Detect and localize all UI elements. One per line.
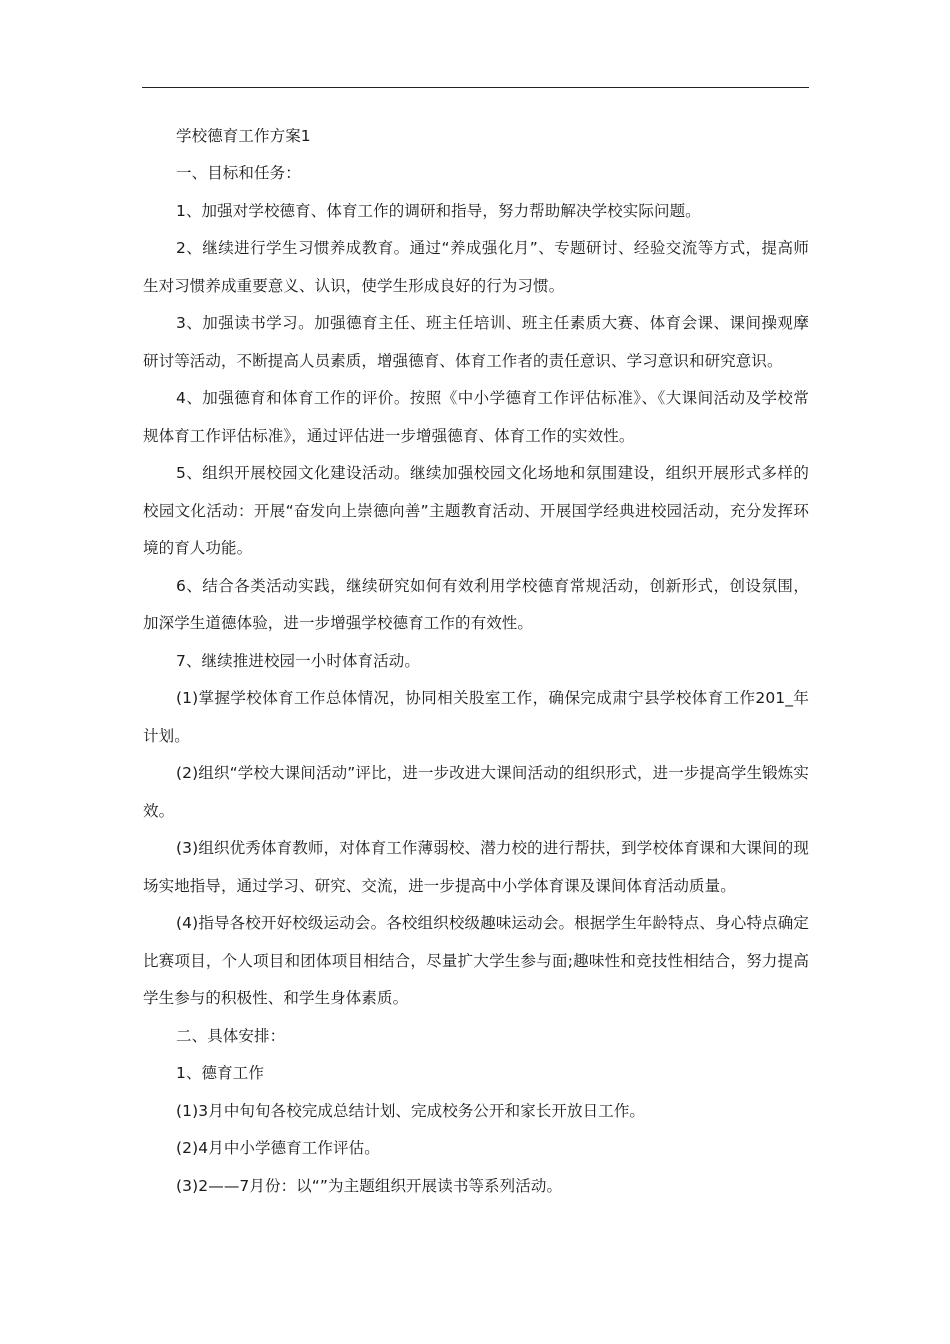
paragraph-item-3: 3、加强读书学习。加强德育主任、班主任培训、班主任素质大赛、体育会课、课间操观摩研讨等活动，不断提高人员素质，增强德育、体育工作者的责任意识、学习意识和研究意识。: [143, 314, 809, 370]
document-title: 学校德育工作方案1: [176, 127, 311, 145]
header-rule: [142, 87, 809, 88]
sub-item-2: (2)组织“学校大课间活动”评比，进一步改进大课间活动的组织形式，进一步提高学生锻炼实效。: [143, 764, 809, 820]
paragraph-item-7: 7、继续推进校园一小时体育活动。: [176, 651, 420, 670]
paragraph-item-4: 4、加强德育和体育工作的评价。按照《中小学德育工作评估标准》、《大课间活动及学校常规体育工作评估标准》，通过评估进一步增强德育、体育工作的实效性。: [143, 389, 809, 445]
sub-item-1: (1)掌握学校体育工作总体情况，协同相关股室工作，确保完成肃宁县学校体育工作201_年计划。: [143, 689, 809, 745]
sub-item-4: (4)指导各校开好校级运动会。各校组织校级趣味运动会。根据学生年龄特点、身心特点确定比赛项目，个人项目和团体项目相结合，尽量扩大学生参与面;趣味性和竞技性相结合，努力提高学生参与的积极性、和学生身体素质。: [143, 914, 809, 1007]
paragraph-item-5: 5、组织开展校园文化建设活动。继续加强校园文化场地和氛围建设，组织开展形式多样的校园文化活动：开展“奋发向上崇德向善”主题教育活动、开展国学经典进校园活动，充分发挥环境的育人功能。: [143, 464, 809, 557]
schedule-item-3: (3)2——7月份：以“”为主题组织开展读书等系列活动。: [176, 1176, 563, 1195]
subsection-heading-moral-education: 1、德育工作: [176, 1064, 264, 1082]
paragraph-item-6: 6、结合各类活动实践，继续研究如何有效利用学校德育常规活动，创新形式，创设氛围，加深学生道德体验，进一步增强学校德育工作的有效性。: [143, 576, 809, 632]
section-heading-arrangements: 二、具体安排：: [176, 1026, 286, 1045]
document-body: [143, 118, 809, 1205]
schedule-item-2: (2)4月中小学德育工作评估。: [176, 1139, 380, 1157]
paragraph-item-1: 1、加强对学校德育、体育工作的调研和指导，努力帮助解决学校实际问题。: [176, 201, 701, 220]
schedule-item-1: (1)3月中旬旬各校完成总结计划、完成校务公开和家长开放日工作。: [176, 1101, 646, 1120]
section-heading-goals: 一、目标和任务：: [176, 164, 301, 182]
sub-item-3: (3)组织优秀体育教师，对体育工作薄弱校、潜力校的进行帮扶，到学校体育课和大课间的现场实地指导，通过学习、研究、交流，进一步提高中小学体育课及课间体育活动质量。: [143, 839, 809, 895]
paragraph-item-2: 2、继续进行学生习惯养成教育。通过“养成强化月”、专题研讨、经验交流等方式，提高师生对习惯养成重要意义、认识，使学生形成良好的行为习惯。: [143, 239, 809, 295]
